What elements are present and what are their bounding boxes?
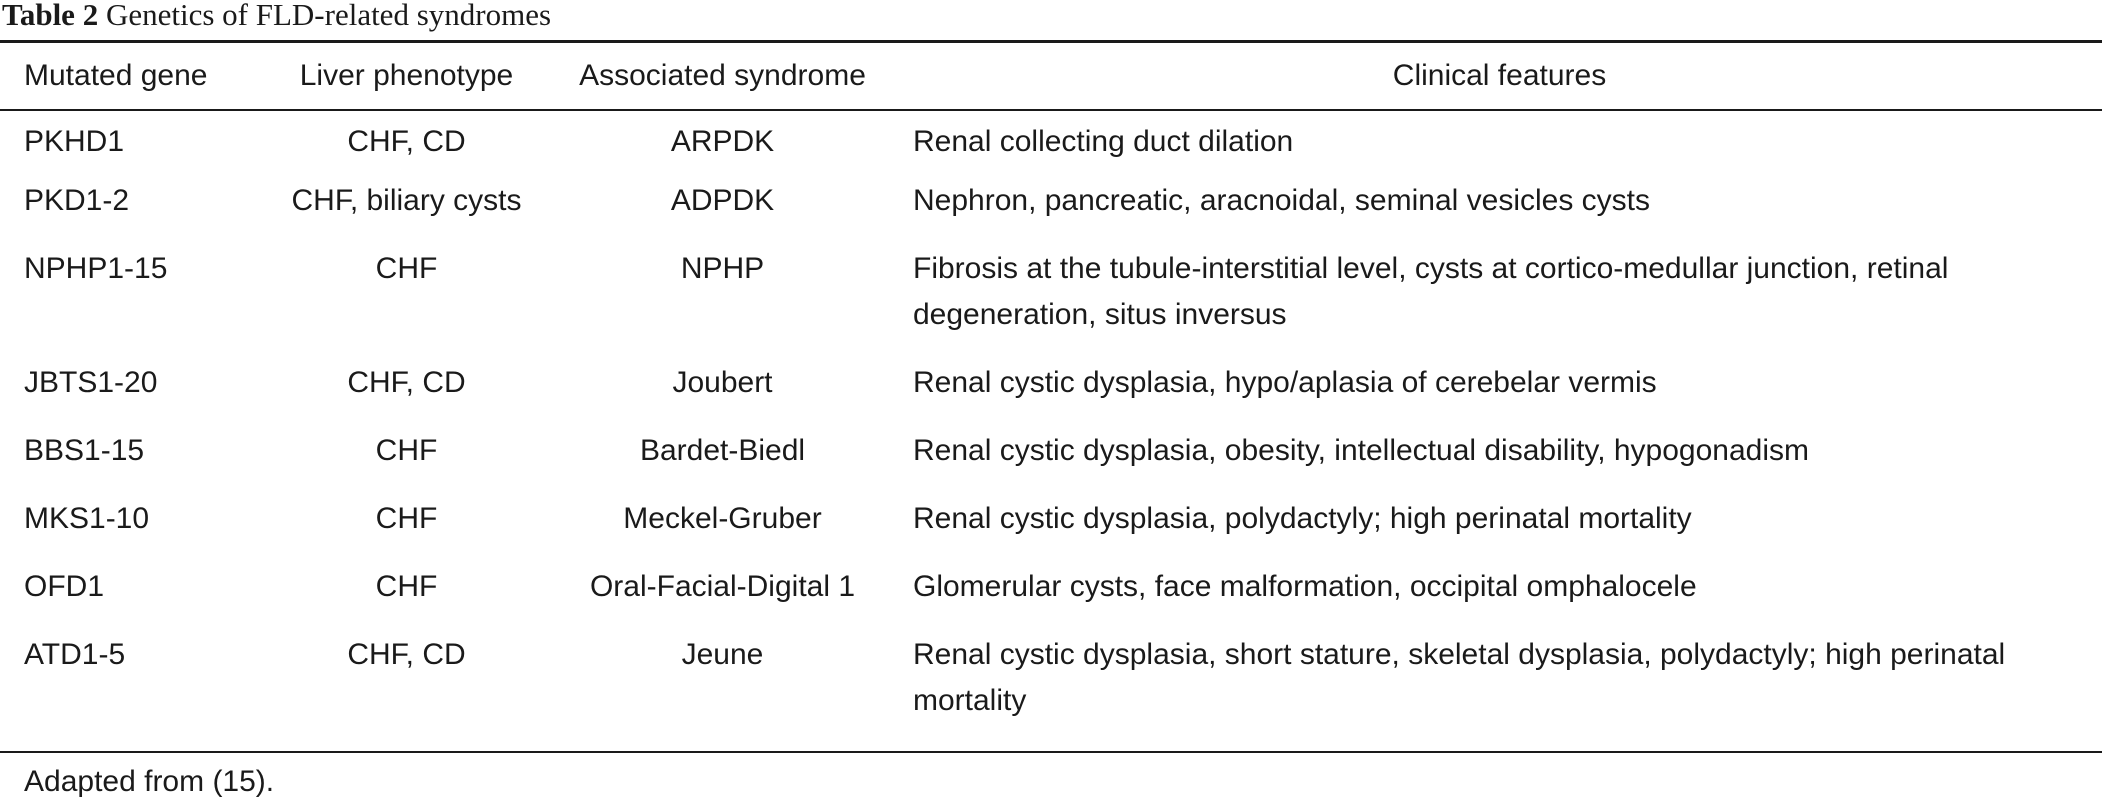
header-mutated-gene: Mutated gene (24, 59, 208, 92)
table-header (0, 43, 2102, 109)
cell-clinical-features: Glomerular cysts, face malformation, occipital omphalocele (913, 570, 1697, 603)
cell-mutated-gene: JBTS1-20 (24, 366, 158, 399)
cell-mutated-gene: PKD1-2 (24, 184, 130, 217)
cell-liver-phenotype: CHF (375, 570, 438, 603)
header-associated-syndrome: Associated syndrome (579, 59, 866, 92)
cell-clinical-features: Nephron, pancreatic, aracnoidal, seminal vesicles cysts (913, 184, 1651, 217)
cell-mutated-gene: BBS1-15 (24, 434, 145, 467)
cell-associated-syndrome: ADPDK (670, 184, 775, 217)
cell-associated-syndrome: Jeune (681, 638, 764, 671)
table-caption (2, 0, 551, 38)
cell-associated-syndrome: Bardet-Biedl (639, 434, 806, 467)
cell-clinical-features: Renal cystic dysplasia, polydactyly; high perinatal mortality (913, 502, 1692, 535)
table-title: Genetics of FLD-related syndromes (105, 0, 552, 32)
cell-clinical-features: Renal collecting duct dilation (913, 125, 1294, 158)
cell-mutated-gene: MKS1-10 (24, 502, 150, 535)
table-row (0, 563, 2102, 631)
cell-clinical-features: Fibrosis at the tubule-interstitial level, cysts at cortico-medullar junction, retinal degeneration, situs inversus (913, 252, 1949, 331)
cell-liver-phenotype: CHF, CD (347, 366, 466, 399)
header-liver-phenotype: Liver phenotype (299, 59, 514, 92)
table-label: Table 2 (2, 0, 99, 32)
cell-liver-phenotype: CHF, CD (347, 125, 466, 158)
table-row (0, 109, 2102, 177)
cell-mutated-gene: ATD1-5 (24, 638, 126, 671)
genetics-table (0, 43, 2102, 732)
cell-liver-phenotype: CHF, biliary cysts (291, 184, 522, 217)
cell-liver-phenotype: CHF (375, 434, 438, 467)
table-row (0, 245, 2102, 359)
cell-mutated-gene: OFD1 (24, 570, 105, 603)
table-row (0, 427, 2102, 495)
cell-clinical-features: Renal cystic dysplasia, hypo/aplasia of cerebelar vermis (913, 366, 1657, 399)
cell-liver-phenotype: CHF (375, 502, 438, 535)
cell-associated-syndrome: Oral-Facial-Digital 1 (589, 570, 856, 603)
bottom-rule (0, 751, 2102, 753)
table-row (0, 359, 2102, 427)
cell-associated-syndrome: Meckel-Gruber (623, 502, 822, 535)
header-row (0, 43, 2102, 109)
table-row (0, 631, 2102, 732)
cell-clinical-features: Renal cystic dysplasia, obesity, intellectual disability, hypogonadism (913, 434, 1810, 467)
table-row (0, 177, 2102, 245)
cell-associated-syndrome: NPHP (680, 252, 765, 285)
table-footnote: Adapted from (15). (24, 765, 275, 798)
cell-liver-phenotype: CHF (375, 252, 438, 285)
table-row (0, 495, 2102, 563)
cell-associated-syndrome: ARPDK (670, 125, 775, 158)
cell-liver-phenotype: CHF, CD (347, 638, 466, 671)
cell-associated-syndrome: Joubert (672, 366, 773, 399)
cell-clinical-features: Renal cystic dysplasia, short stature, skeletal dysplasia, polydactyly; high perinatal mortality (913, 638, 2006, 717)
cell-mutated-gene: NPHP1-15 (24, 252, 168, 285)
cell-mutated-gene: PKHD1 (24, 125, 125, 158)
table-body (0, 109, 2102, 732)
header-clinical-features: Clinical features (1392, 59, 1607, 92)
